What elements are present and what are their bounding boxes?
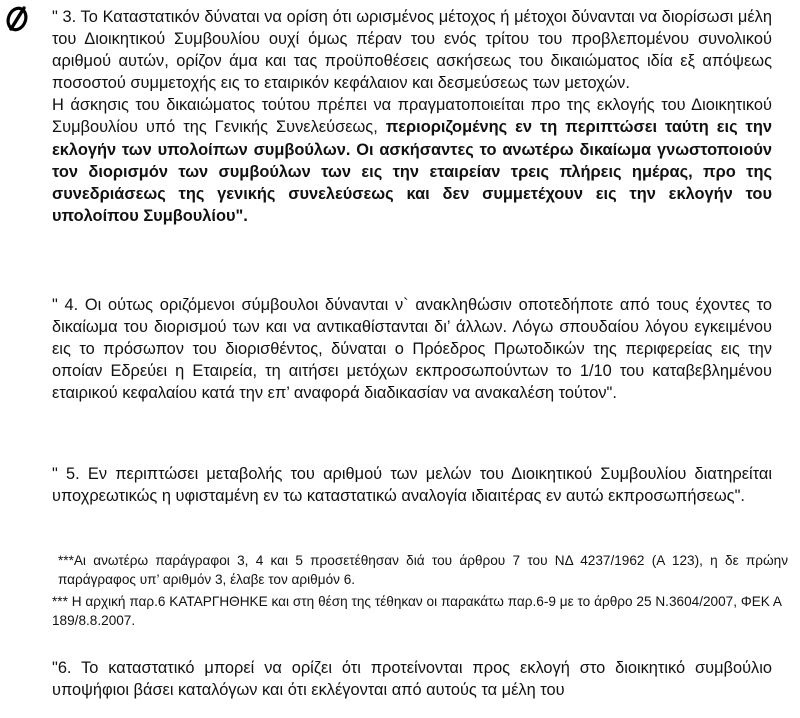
- paragraph-4: [52, 294, 772, 404]
- paragraph-4-text: " 4. Οι ούτως οριζόμενοι σύμβουλοι δύνανται ν` ανακληθώσιν οποτεδήποτε από τους έχοντες το δικαίωμα του διορισμού των και να αντικαθίστανται δι’ άλλων. Λόγω σπουδαίου λόγου εγκειμένου εις το πρόσωπον του διορισθέντος, δύναται ο Πρόεδρος Πρωτοδικών της περιφερείας εις την οποίαν Εδρεύει η Εταιρεία, τη αιτήσει μετόχων εκπροσωπούντων το 1/10 του καταβεβλημένου εταιρικού κεφαλαίου κατά την επ’ αναφορά διαδικασίαν να ανακαλέση τούτον".: [52, 296, 772, 403]
- paragraph-5-text: " 5. Εν περιπτώσει μεταβολής του αριθμού των μελών του Διοικητικού Συμβουλίου διατηρείται υποχρεωτικώς η υφισταμένη εν τω καταστατικώ αναλογία ιδιαιτέρας εν αυτώ εκπροσωπήσεως".: [52, 465, 772, 506]
- handwritten-mark-icon: [3, 2, 33, 36]
- paragraph-3-first-part: " 3. Το Καταστατικόν δύναται να ορίση ότι ωρισμένος μέτοχος ή μέτοχοι δύνανται να διορίσωσι μέλη του Διοικητικού Συμβουλίου ουχί όμως πέραν του ενός τρίτου του προβλεπομένου συνολικού αριθμού αυτών, ορίζον άμα και τας προϋποθέσεις ασκήσεως του δικαιώματος ιδία εξ απόψεως ποσοστού συμμετοχής εις το εταιρικόν κεφάλαιον και δεσμεύσεως των μετοχών.: [52, 8, 772, 93]
- paragraph-6: [52, 657, 772, 701]
- paragraph-3-bold-text: περιοριζομένης εν τη περιπτώσει ταύτη εις την εκλογήν των υπολοίπων συμβούλων. Οι ασκήσαντες το ανωτέρω δικαίωμα γνωστοποιούν τον διορισμόν των συμβούλων των εις την εταιρείαν τρεις πλήρεις ημέρας, προ της συνεδριάσεως της γενικής συνελεύσεως και δεν συμμετέχουν εις την εκλογήν του υπολοίπου Συμβουλίου".: [52, 118, 772, 225]
- paragraph-5: [52, 463, 772, 507]
- footnote-2: *** Η αρχική παρ.6 ΚΑΤΑΡΓΗΘΗΚΕ και στη θέση της τέθηκαν οι παρακάτω παρ.6-9 με το άρθρο 25 Ν.3604/2007, ΦΕΚ Α 189/8.8.2007.: [52, 594, 782, 628]
- footnote-1: ***Αι ανωτέρω παράγραφοι 3, 4 και 5 προσετέθησαν διά του άρθρου 7 του ΝΔ 4237/1962 (Α 123), η δε πρώην παράγραφος υπ’ αριθμόν 3, έλαβε τον αριθμόν 6.: [58, 553, 788, 587]
- paragraph-6-text: "6. Το καταστατικό μπορεί να ορίζει ότι προτείνονται προς εκλογή στο διοικητικό συμβούλιο υποψήφιοι βάσει καταλόγων και ότι εκλέγονται από αυτούς τα μέλη του: [52, 659, 772, 700]
- paragraph-3: [52, 6, 772, 227]
- paragraph-3-second-part: [52, 94, 772, 227]
- paragraph-3-regular-text: Η άσκησις του δικαιώματος τούτου πρέπει να πραγματοποιείται προ της εκλογής του Διοικητικού Συμβουλίου υπό της Γενικής Συνελεύσεως,: [52, 96, 772, 137]
